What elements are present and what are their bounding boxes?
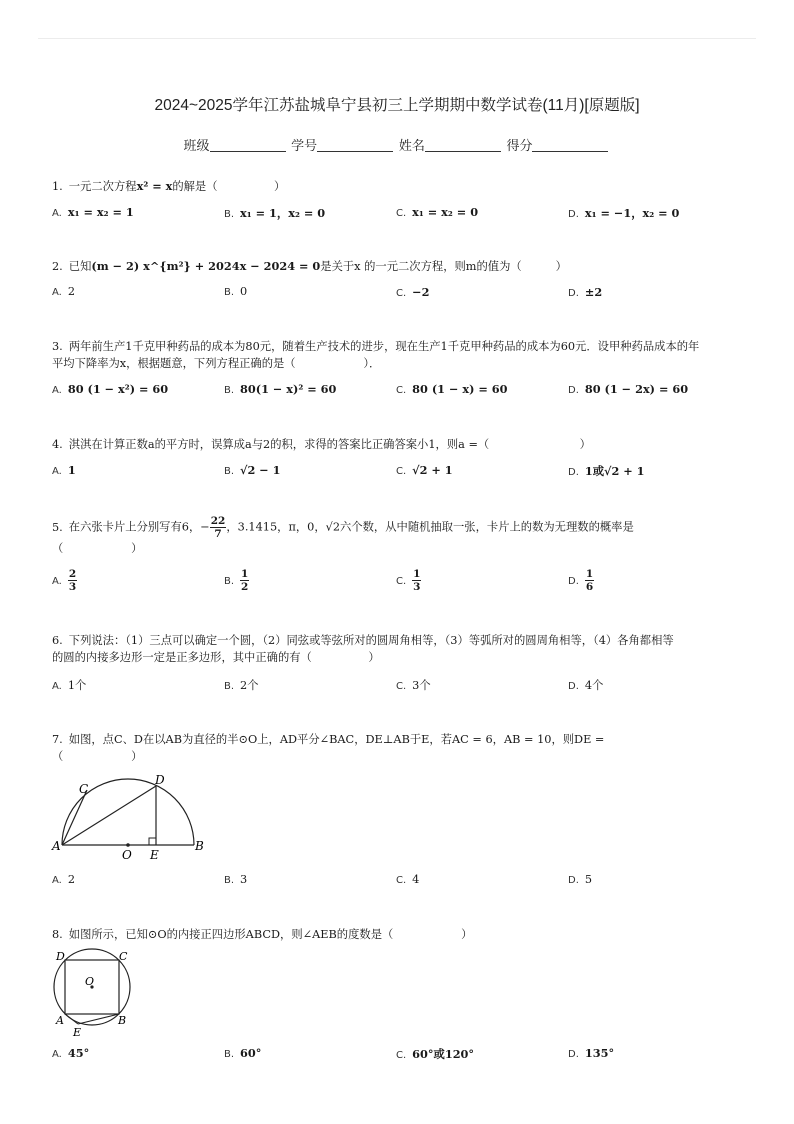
option-a[interactable]: A. 2	[52, 873, 76, 886]
option-d[interactable]: D. ±2	[568, 285, 603, 299]
option-b[interactable]: B. $\frac{1}{2}$	[224, 568, 249, 593]
option-d[interactable]: D. 4个	[568, 679, 604, 692]
question-8: 8. 如图所示，已知⊙O的内接正四边形ABCD，则∠AEB的度数是（ ）	[52, 928, 473, 941]
label-b: B	[118, 1014, 127, 1027]
question-6: 6. 下列说法：（1）三点可以确定一个圆，（2）同弦或等弦所对的圆周角相等，（3）等弧所对的圆周角相等，（4）各角都相等 的圆的内接多边形一定是正多边形，其中正确的有（ ）	[52, 634, 674, 664]
page-title: 2024~2025学年江苏盐城阜宁县初三上学期期中数学试卷(11月)[原题版]	[154, 97, 640, 114]
header-divider	[38, 38, 756, 39]
option-b[interactable]: B. 2个	[224, 679, 259, 692]
label-d: D	[155, 773, 165, 787]
option-a[interactable]: A. 1个	[52, 679, 87, 692]
question-4: 4. 淇淇在计算正数a的平方时，误算成a与2的积，求得的答案比正确答案小1，则a =（ ）	[52, 438, 591, 451]
option-a[interactable]: A. x₁ = x₂ = 1	[52, 205, 134, 219]
option-b[interactable]: B. 80(1 − x)² = 60	[224, 382, 337, 396]
option-b[interactable]: B. 60°	[224, 1046, 262, 1060]
score-blank	[532, 138, 608, 152]
question-5: 5. 在六张卡片上分别写有6，− $\frac{22}{7}$ ，3.1415，π，0，√2六个数，从中随机抽取一张，卡片上的数为无理数的概率是 （ ）	[52, 515, 634, 555]
question-3-options	[52, 382, 752, 402]
option-d[interactable]: D. 5	[568, 873, 593, 886]
name-label: 姓名	[398, 138, 425, 153]
name-blank	[425, 138, 501, 152]
label-e: E	[73, 1026, 82, 1038]
fraction: $\frac{22}{7}$	[210, 515, 226, 540]
option-c[interactable]: C. −2	[396, 285, 430, 299]
equation: x² = x	[136, 179, 173, 193]
label-c: C	[119, 950, 128, 963]
option-c[interactable]: C. $\frac{1}{3}$	[396, 568, 421, 593]
id-blank	[317, 138, 393, 152]
label-a: A	[56, 1014, 64, 1027]
option-c[interactable]: C. 3个	[396, 679, 431, 692]
semicircle-figure	[50, 770, 210, 862]
question-2-options	[52, 285, 752, 305]
inscribed-square-figure	[48, 946, 140, 1038]
label-o: O	[85, 975, 95, 988]
right-angle-mark	[149, 838, 156, 845]
option-c[interactable]: C. 60°或120°	[396, 1047, 475, 1061]
label-c: C	[79, 782, 89, 796]
option-b[interactable]: B. 0	[224, 285, 248, 298]
label-e: E	[150, 848, 159, 862]
question-1: 1. 一元二次方程x² = x的解是（ ）	[52, 179, 286, 193]
question-1-options	[52, 205, 752, 225]
label-a: A	[52, 839, 61, 853]
label-d: D	[56, 950, 65, 963]
class-blank	[210, 138, 286, 152]
id-label: 学号	[291, 138, 318, 153]
question-5-options	[52, 568, 752, 593]
option-a[interactable]: A. 2	[52, 285, 76, 298]
equation: (m − 2) x^{m²} + 2024x − 2024 = 0	[91, 259, 321, 273]
score-label: 得分	[506, 138, 533, 153]
option-d[interactable]: D. 135°	[568, 1046, 615, 1060]
center-o	[126, 843, 130, 847]
option-b[interactable]: B. x₁ = 1，x₂ = 0	[224, 206, 326, 220]
option-b[interactable]: B. 3	[224, 873, 248, 886]
label-b: B	[195, 839, 204, 853]
option-a[interactable]: A. 80 (1 − x²) = 60	[52, 382, 169, 396]
question-3: 3. 两年前生产1千克甲种药品的成本为80元，随着生产技术的进步，现在生产1千克甲种药品的成本为60元．设甲种药品成本的年 平均下降率为x，根据题意，下列方程正确的是（ ）．	[52, 340, 700, 370]
question-8-options	[52, 1046, 752, 1066]
question-6-options	[52, 677, 752, 697]
option-d[interactable]: D. x₁ = −1，x₂ = 0	[568, 206, 680, 220]
question-2: 2. 已知(m − 2) x^{m²} + 2024x − 2024 = 0是关于x 的一元二次方程，则m的值为（ ）	[52, 259, 567, 273]
option-a[interactable]: A. 1	[52, 463, 76, 477]
option-c[interactable]: C. 80 (1 − x) = 60	[396, 382, 508, 396]
option-a[interactable]: A. 45°	[52, 1046, 90, 1060]
option-a[interactable]: A. $\frac{2}{3}$	[52, 568, 77, 593]
option-d[interactable]: D. 80 (1 − 2x) = 60	[568, 382, 689, 396]
option-d[interactable]: D. $\frac{1}{6}$	[568, 568, 594, 593]
question-7-options	[52, 873, 752, 893]
option-c[interactable]: C. 4	[396, 873, 420, 886]
class-label: 班级	[183, 138, 210, 153]
question-7: 7. 如图，点C、D在以AB为直径的半⊙O上，AD平分∠BAC，DE⊥AB于E，若AC = 6，AB = 10，则DE = （ ）	[52, 733, 605, 763]
option-c[interactable]: C. √2 + 1	[396, 463, 453, 477]
segment-ae	[65, 1014, 78, 1024]
option-d[interactable]: D. 1或√2 + 1	[568, 464, 645, 478]
student-info-row	[0, 135, 794, 154]
label-o: O	[122, 848, 132, 862]
chord-ad	[62, 786, 156, 845]
question-4-options	[52, 463, 752, 483]
option-b[interactable]: B. √2 − 1	[224, 463, 281, 477]
option-c[interactable]: C. x₁ = x₂ = 0	[396, 205, 479, 219]
